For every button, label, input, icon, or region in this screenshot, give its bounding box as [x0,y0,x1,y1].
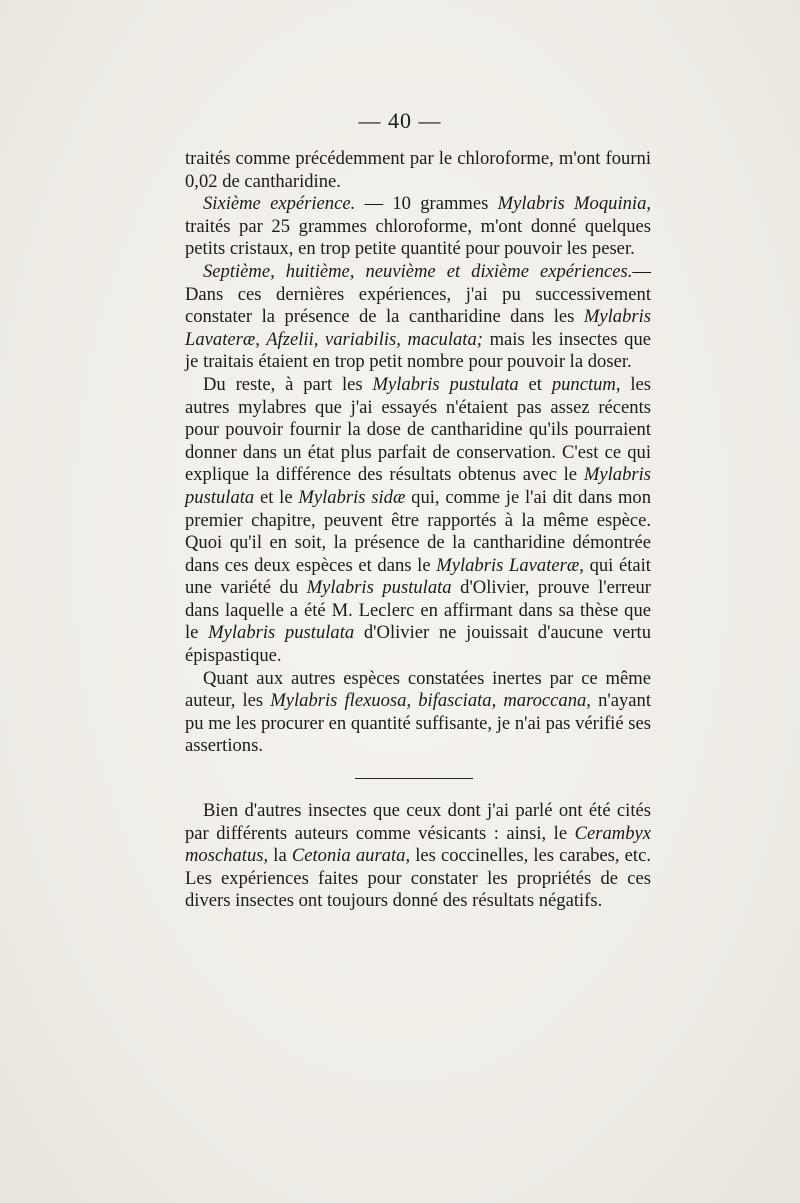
final-section [185,800,651,913]
species-name: Mylabris pustulata [306,577,452,599]
experiment-heading: Sixième expérience. [203,193,356,215]
page-number: — 40 — [358,108,442,133]
species-name: Mylabris Lavateræ [436,554,580,576]
section-divider [185,758,651,800]
species-name: Mylabris Moquinia [497,193,647,215]
species-name: Mylabris Lavateræ, Afzelii, variabilis, maculata; [185,306,651,350]
paragraph-2: Sixième expérience. — 10 grammes Mylabris Moquinia, traités par 25 grammes chloroforme, m'ont donné quelques petits cristaux, en trop petite quantité pour pouvoir les peser. [185,193,652,260]
paragraph-5: Quant aux autres espèces constatées inertes par ce même auteur, les Mylabris flexuosa, bifasciata, maroccana, n'ayant pu me les procurer en quantité suffisante, je n'ai pas vérifié ses assertions. [185,667,651,757]
divider-line [355,778,473,779]
species-name: Mylabris flexuosa, bifasciata, maroccana, [270,690,591,712]
species-name: Cerambyx moschatus [185,822,651,867]
body-text [185,148,651,913]
species-name: Cetonia aurata [291,845,406,867]
species-name: Mylabris pustulata [185,464,651,508]
paragraph-3: Septième, huitième, neuvième et dixième expériences.—Dans ces dernières expériences, j'ai pu successivement constater la présence de la cantharidine dans les Mylabris Lavateræ, Afzelii, variabilis, maculata; mais les insectes que je traitais étaient en trop petit nombre pour pouvoir la doser. [185,260,651,373]
paragraph-1: traités comme précédemment par le chloroforme, m'ont fourni 0,02 de cantharidine. [185,148,651,192]
species-name: Mylabris sidæ [298,486,406,508]
experiment-heading: Septième, huitième, neuvième et dixième expériences. [203,260,633,282]
species-name: Mylabris pustulata [208,622,355,644]
paragraph-4: Du reste, à part les Mylabris pustulata et punctum, les autres mylabres que j'ai essayés n'étaient pas assez récents pour pouvoir fournir la dose de cantharidine qu'ils pourraient donner dans un état plus parfait de conservation. C'est ce qui explique la différence des résultats obtenus avec le Mylabris pustulata et le Mylabris sidæ qui, comme je l'ai dit dans mon premier chapitre, peuvent être rapportés à la même espèce. Quoi qu'il en soit, la présence de la cantharidine démontrée dans ces deux espèces et dans le Mylabris Lavateræ, qui était une variété du Mylabris pustulata d'Olivier, prouve l'erreur dans laquelle a été M. Leclerc en affirmant dans sa thèse que le Mylabris pustulata d'Olivier ne jouissait d'aucune vertu épispastique. [185,373,652,667]
paragraph-6: Bien d'autres insectes que ceux dont j'ai parlé ont été cités par différents auteurs comme vésicants : ainsi, le Cerambyx moschatus, la Cetonia aurata, les coccinelles, les carabes, etc. Les expériences faites pour constater les propriétés de ces divers insectes ont toujours donné des résultats négatifs. [185,800,651,912]
species-name: Mylabris pustulata [372,373,519,395]
species-name: punctum [551,373,616,395]
